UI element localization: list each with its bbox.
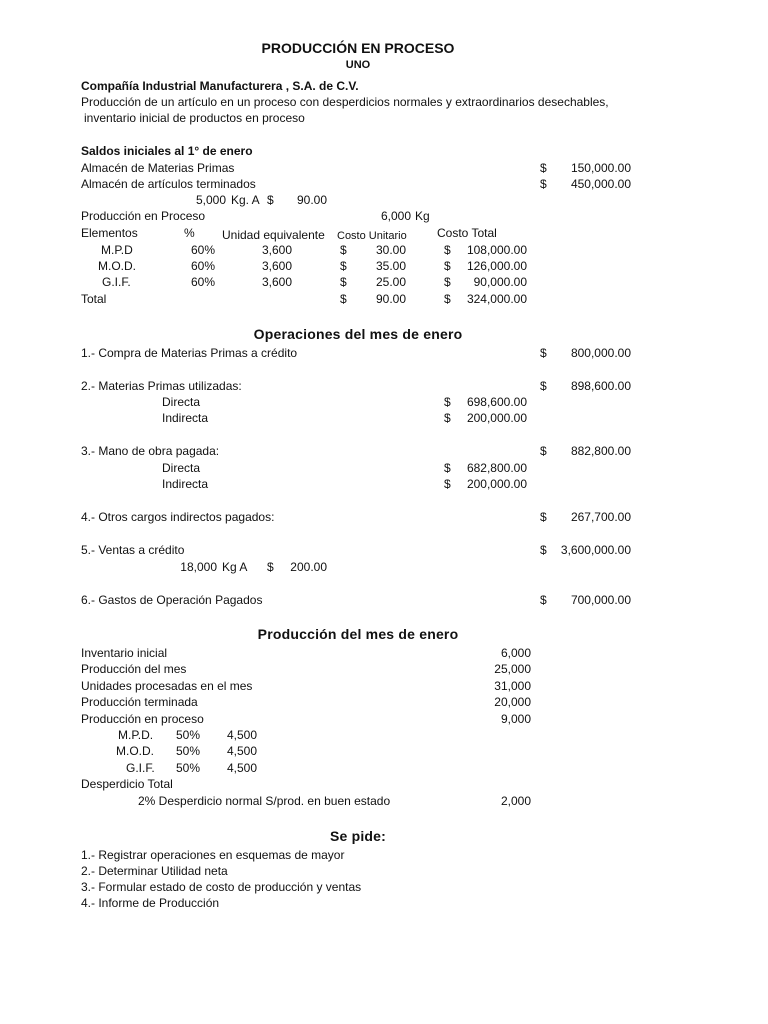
se-pide-heading: Se pide: <box>329 828 387 844</box>
currency-symbol: $ <box>340 243 347 257</box>
operation-1-label: 1.- Compra de Materias Primas a crédito <box>81 346 298 360</box>
currency-symbol: $ <box>267 193 274 207</box>
operation-3-label: 3.- Mano de obra pagada: <box>81 444 220 458</box>
element-name: G.I.F. <box>102 275 131 289</box>
operation-2-label: 2.- Materias Primas utilizadas: <box>81 379 242 393</box>
currency-symbol: $ <box>540 161 547 175</box>
currency-symbol: $ <box>444 259 451 273</box>
operation-2-directa-label: Directa <box>162 395 201 409</box>
operation-5-amount: 3,600,000.00 <box>560 543 631 557</box>
saldos-heading: Saldos iniciales al 1° de enero <box>81 144 253 158</box>
proceso-element-percent: 50% <box>176 744 201 758</box>
produccion-line-value: 31,000 <box>494 679 531 693</box>
desperdicio-total-label: Desperdicio Total <box>81 777 173 791</box>
currency-symbol: $ <box>267 560 274 574</box>
operation-6-label: 6.- Gastos de Operación Pagados <box>81 593 263 607</box>
currency-symbol: $ <box>444 395 451 409</box>
operation-4-amount: 267,700.00 <box>570 510 631 524</box>
proceso-element-percent: 50% <box>176 761 201 775</box>
col-header-unidad-equivalente: Unidad equivalente <box>222 228 325 242</box>
operation-3-indirecta-label: Indirecta <box>162 477 209 491</box>
operation-3-amount: 882,800.00 <box>570 444 631 458</box>
company-name: Compañía Industrial Manufacturera , S.A. de C.V. <box>81 79 359 93</box>
se-pide-item: 3.- Formular estado de costo de producción y ventas <box>81 880 362 894</box>
operation-5-unit: Kg A <box>222 560 248 574</box>
col-header-costo-unitario: Costo Unitario <box>337 230 407 242</box>
element-units: 3,600 <box>261 243 292 257</box>
produccion-proceso-unit: Kg <box>415 209 430 223</box>
element-name: M.P.D <box>101 243 133 257</box>
operation-4-label: 4.- Otros cargos indirectos pagados: <box>81 510 275 524</box>
materias-primas-label: Almacén de Materias Primas <box>81 161 235 175</box>
proceso-element-units: 4,500 <box>227 761 258 775</box>
produccion-line-value: 9,000 <box>500 712 531 726</box>
element-percent: 60% <box>191 259 216 273</box>
description-line-2: inventario inicial de productos en proceso <box>84 111 305 125</box>
element-name: M.O.D. <box>98 259 136 273</box>
currency-symbol: $ <box>540 543 547 557</box>
operation-5-quantity: 18,000 <box>180 560 217 574</box>
desperdicio-normal-label: 2% Desperdicio normal S/prod. en buen estado <box>138 794 391 808</box>
produccion-line-value: 6,000 <box>500 646 531 660</box>
currency-symbol: $ <box>444 461 451 475</box>
articulos-terminados-label: Almacén de artículos terminados <box>81 177 256 191</box>
se-pide-item: 4.- Informe de Producción <box>81 896 220 910</box>
proceso-element-percent: 50% <box>176 728 201 742</box>
operaciones-heading: Operaciones del mes de enero <box>253 326 463 342</box>
element-units: 3,600 <box>261 275 292 289</box>
proceso-element-name: M.O.D. <box>116 744 154 758</box>
currency-symbol: $ <box>540 177 547 191</box>
element-units: 3,600 <box>261 259 292 273</box>
col-header-costo-total: Costo Total <box>437 226 497 240</box>
operation-1-amount: 800,000.00 <box>570 346 631 360</box>
operation-3-directa-amount: 682,800.00 <box>466 461 527 475</box>
currency-symbol: $ <box>444 411 451 425</box>
operation-5-label: 5.- Ventas a crédito <box>81 543 185 557</box>
proceso-element-units: 4,500 <box>227 728 258 742</box>
produccion-line-label: Producción del mes <box>81 662 187 676</box>
operation-3-directa-label: Directa <box>162 461 201 475</box>
element-percent: 60% <box>191 243 216 257</box>
element-unit-cost: 35.00 <box>375 259 406 273</box>
produccion-line-label: Producción terminada <box>81 695 198 709</box>
produccion-line-label: Inventario inicial <box>81 646 168 660</box>
total-label: Total <box>81 292 107 306</box>
produccion-line-label: Unidades procesadas en el mes <box>81 679 253 693</box>
currency-symbol: $ <box>540 346 547 360</box>
proceso-element-units: 4,500 <box>227 744 258 758</box>
currency-symbol: $ <box>540 593 547 607</box>
element-percent: 60% <box>191 275 216 289</box>
page-title: PRODUCCIÓN EN PROCESO <box>261 40 455 56</box>
element-unit-cost: 25.00 <box>375 275 406 289</box>
produccion-line-value: 25,000 <box>494 662 531 676</box>
produccion-proceso-label: Producción en Proceso <box>81 209 206 223</box>
currency-symbol: $ <box>444 243 451 257</box>
col-header-elementos: Elementos <box>81 226 138 240</box>
description-line-1: Producción de un artículo en un proceso con desperdicios normales y extraordinarios desechables, <box>81 95 609 109</box>
proceso-element-name: M.P.D. <box>118 728 154 742</box>
se-pide-item: 2.- Determinar Utilidad neta <box>81 864 228 878</box>
currency-symbol: $ <box>444 477 451 491</box>
currency-symbol: $ <box>340 275 347 289</box>
produccion-heading: Producción del mes de enero <box>257 626 459 642</box>
element-unit-cost: 30.00 <box>375 243 406 257</box>
operation-5-unit-price: 200.00 <box>290 560 327 574</box>
operation-3-indirecta-amount: 200,000.00 <box>466 477 527 491</box>
currency-symbol: $ <box>340 292 347 306</box>
se-pide-item: 1.- Registrar operaciones en esquemas de mayor <box>81 848 345 862</box>
col-header-percent: % <box>184 226 195 240</box>
currency-symbol: $ <box>444 292 451 306</box>
currency-symbol: $ <box>540 510 547 524</box>
element-total-cost: 126,000.00 <box>466 259 527 273</box>
page-subtitle: UNO <box>345 59 371 71</box>
produccion-line-value: 20,000 <box>494 695 531 709</box>
operation-6-amount: 700,000.00 <box>570 593 631 607</box>
total-cost: 324,000.00 <box>466 292 527 306</box>
articulos-terminados-amount: 450,000.00 <box>570 177 631 191</box>
produccion-line-label: Producción en proceso <box>81 712 204 726</box>
terminados-quantity: 5,000 <box>195 193 226 207</box>
currency-symbol: $ <box>444 275 451 289</box>
terminados-unit-price: 90.00 <box>296 193 327 207</box>
element-total-cost: 108,000.00 <box>466 243 527 257</box>
operation-2-indirecta-amount: 200,000.00 <box>466 411 527 425</box>
operation-2-amount: 898,600.00 <box>570 379 631 393</box>
terminados-unit: Kg. A <box>231 193 260 207</box>
materias-primas-amount: 150,000.00 <box>570 161 631 175</box>
desperdicio-normal-value: 2,000 <box>500 794 531 808</box>
operation-2-indirecta-label: Indirecta <box>162 411 209 425</box>
operation-2-directa-amount: 698,600.00 <box>466 395 527 409</box>
currency-symbol: $ <box>540 444 547 458</box>
produccion-proceso-quantity: 6,000 <box>380 209 411 223</box>
currency-symbol: $ <box>540 379 547 393</box>
proceso-element-name: G.I.F. <box>126 761 155 775</box>
currency-symbol: $ <box>340 259 347 273</box>
total-unit-cost: 90.00 <box>375 292 406 306</box>
element-total-cost: 90,000.00 <box>473 275 527 289</box>
